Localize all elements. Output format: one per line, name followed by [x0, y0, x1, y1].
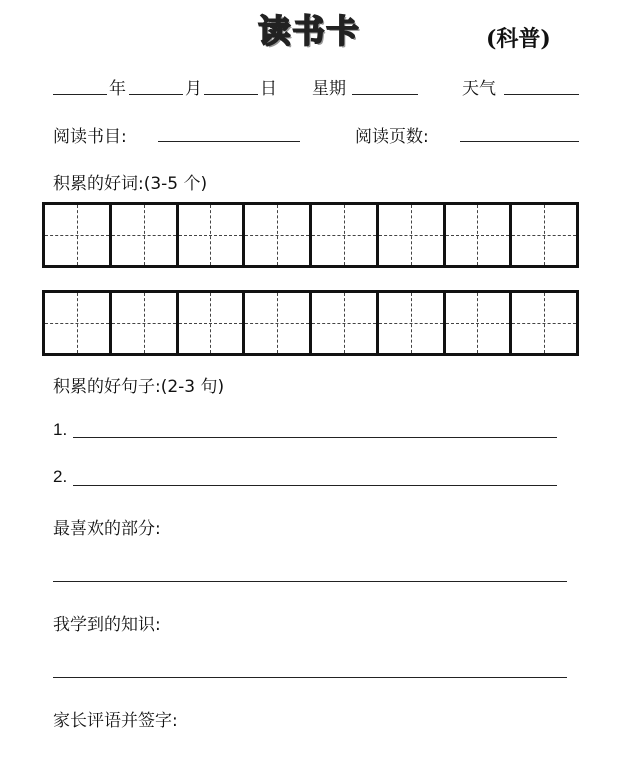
word-grid-row-2: [42, 290, 579, 356]
pages-label: 阅读页数:: [355, 127, 429, 147]
grid-cell[interactable]: [312, 205, 379, 265]
grid-cell[interactable]: [512, 205, 576, 265]
word-grid-row-1: [42, 202, 579, 268]
weather-blank[interactable]: [504, 94, 579, 95]
grid-cell[interactable]: [312, 293, 379, 353]
month-blank[interactable]: [129, 94, 183, 95]
weekday-label: 星期: [312, 79, 346, 99]
grid-cell[interactable]: [245, 293, 312, 353]
day-label: 日: [260, 79, 277, 99]
sentence-number-1: 1.: [53, 420, 68, 439]
grid-cell[interactable]: [112, 205, 179, 265]
grid-cell[interactable]: [379, 293, 446, 353]
grid-cell[interactable]: [45, 205, 112, 265]
sentence-blank-1[interactable]: [73, 437, 557, 438]
month-label: 月: [185, 79, 202, 99]
favorite-part-blank[interactable]: [53, 581, 567, 582]
good-words-label: 积累的好词:(3-5 个): [53, 174, 208, 194]
knowledge-label: 我学到的知识:: [53, 615, 161, 635]
knowledge-blank[interactable]: [53, 677, 567, 678]
pages-blank[interactable]: [460, 141, 579, 142]
favorite-part-label: 最喜欢的部分:: [53, 519, 161, 539]
weather-label: 天气: [462, 79, 496, 99]
grid-cell[interactable]: [179, 293, 246, 353]
grid-cell[interactable]: [112, 293, 179, 353]
day-blank[interactable]: [204, 94, 258, 95]
grid-cell[interactable]: [512, 293, 576, 353]
weekday-blank[interactable]: [352, 94, 418, 95]
book-title-blank[interactable]: [158, 141, 300, 142]
grid-cell[interactable]: [446, 293, 513, 353]
year-blank[interactable]: [53, 94, 107, 95]
year-label: 年: [109, 79, 126, 99]
grid-cell[interactable]: [179, 205, 246, 265]
book-title-label: 阅读书目:: [53, 127, 127, 147]
grid-cell[interactable]: [446, 205, 513, 265]
card-title: 读书卡: [258, 12, 361, 50]
grid-cell[interactable]: [379, 205, 446, 265]
grid-cell[interactable]: [45, 293, 112, 353]
grid-cell[interactable]: [245, 205, 312, 265]
sentence-number-2: 2.: [53, 467, 68, 486]
parent-comment-label: 家长评语并签字:: [53, 711, 178, 731]
sentence-blank-2[interactable]: [73, 485, 557, 486]
good-sentences-label: 积累的好句子:(2-3 句): [53, 377, 225, 397]
card-category: (科普): [486, 26, 551, 52]
